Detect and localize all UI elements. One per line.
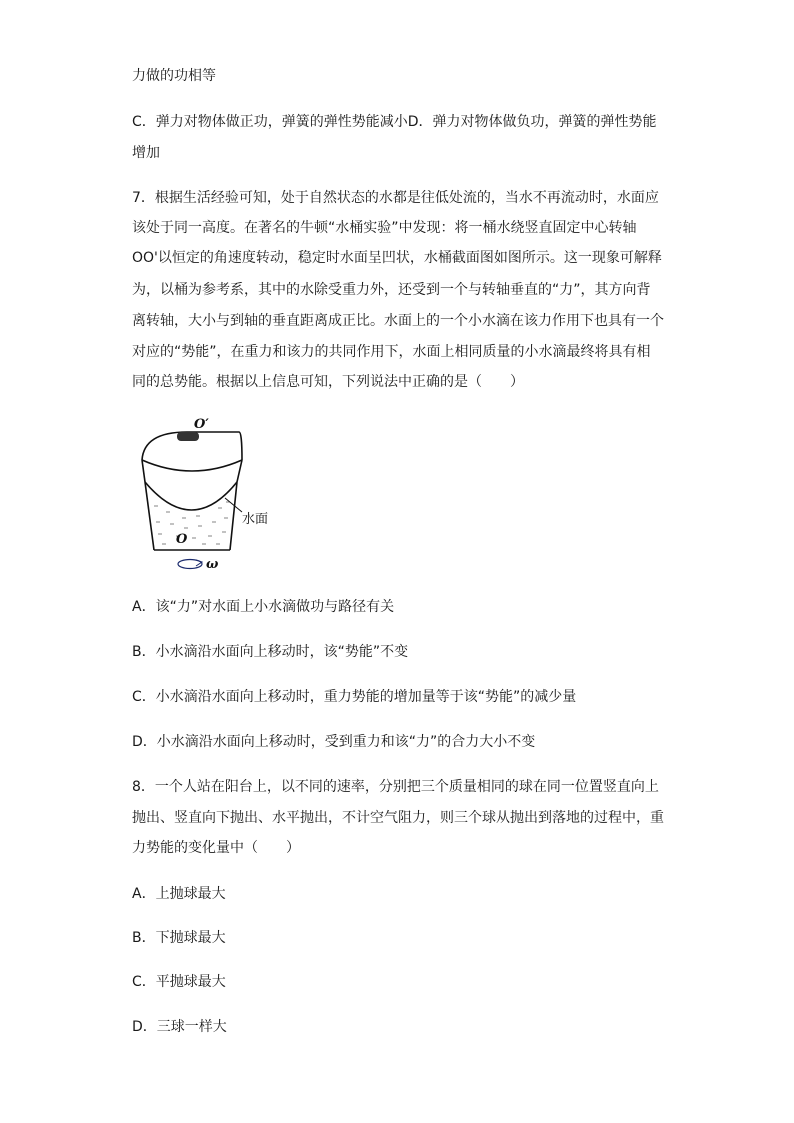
q7-line-4: 为，以桶为参考系，其中的水除受重力外，还受到一个与转轴垂直的“力”，其方向背 xyxy=(132,282,651,298)
prev-question-text: 力做的功相等 xyxy=(132,68,216,84)
q7-option-d: D．小水滴沿水面向上移动时，受到重力和该“力”的合力大小不变 xyxy=(132,734,536,750)
q8-line-1: 8．一个人站在阳台上，以不同的速率，分别把三个质量相同的球在同一位置竖直向上 xyxy=(132,779,659,795)
q8-option-a: A．上抛球最大 xyxy=(132,886,226,902)
q7-option-c: C．小水滴沿水面向上移动时，重力势能的增加量等于该“势能”的减少量 xyxy=(132,689,577,705)
water-dashes xyxy=(154,502,230,544)
label-water-surface: 水面 xyxy=(242,512,269,527)
q8-option-c: C．平抛球最大 xyxy=(132,974,226,990)
right-wall xyxy=(230,482,237,550)
prev-option-c-line2: 增加 xyxy=(132,145,160,161)
q8-option-d: D．三球一样大 xyxy=(132,1019,227,1035)
q7-line-2: 该处于同一高度。在著名的牛顿“水桶实验”中发现：将一桶水绕竖直固定中心转轴 xyxy=(132,220,637,236)
prev-option-c-line1: C．弹力对物体做正功，弹簧的弹性势能减小D．弹力对物体做负功，弹簧的弹性势能 xyxy=(132,114,657,130)
q8-line-3: 力势能的变化量中（ ） xyxy=(132,840,300,856)
q8-line-2: 抛出、竖直向下抛出、水平抛出，不计空气阻力，则三个球从抛出到落地的过程中，重 xyxy=(132,810,664,826)
axle-cap xyxy=(177,432,199,441)
q7-option-a: A．该“力”对水面上小水滴做功与路径有关 xyxy=(132,599,395,615)
rim-arc xyxy=(142,460,242,471)
q7-option-b: B．小水滴沿水面向上移动时，该“势能”不变 xyxy=(132,644,409,660)
bucket-diagram xyxy=(132,410,282,575)
q7-line-6: 对应的“势能”，在重力和该力的共同作用下，水面上相同质量的小水滴最终将具有相 xyxy=(132,344,651,360)
label-o-prime: O′ xyxy=(194,417,209,432)
label-o: O xyxy=(176,532,188,547)
left-wall-upper xyxy=(142,460,145,482)
bucket-figure xyxy=(132,410,282,575)
q7-line-7: 同的总势能。根据以上信息可知，下列说法中正确的是（ ） xyxy=(132,374,524,390)
right-wall-upper xyxy=(237,460,242,482)
q7-line-5: 离转轴，大小与到轴的垂直距离成正比。水面上的一个小水滴在该力作用下也具有一个 xyxy=(132,313,664,329)
left-wall xyxy=(145,482,154,550)
q7-line-3: OO'以恒定的角速度转动，稳定时水面呈凹状，水桶截面图如图所示。这一现象可解释 xyxy=(132,250,662,266)
q8-option-b: B．下抛球最大 xyxy=(132,930,226,946)
water-surface-curve xyxy=(145,482,237,510)
q7-line-1: 7．根据生活经验可知，处于自然状态的水都是往低处流的，当水不再流动时，水面应 xyxy=(132,190,659,206)
label-omega: ω xyxy=(206,557,219,572)
